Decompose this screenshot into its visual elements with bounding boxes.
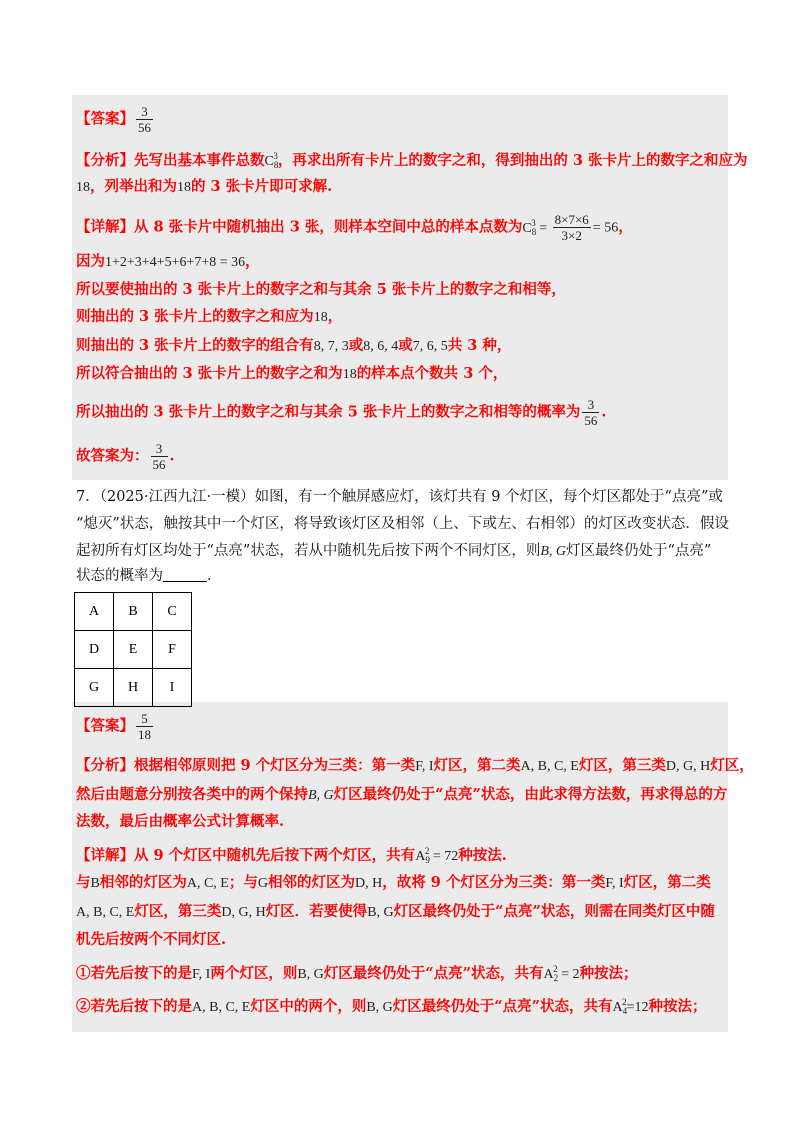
detail-1-line-4: 则抽出的 3 张卡片上的数字之和应为18， — [76, 308, 343, 325]
analysis-1-line-1: 【分析】先写出基本事件总数$C_8^3$，再求出所有卡片上的数字之和，得到抽出的 3 张卡片上的数字之和应为 — [76, 151, 748, 170]
question-7-line-2: “熄灭”状态，触按其中一个灯区，将导致该灯区及相邻（上、下或左、右相邻）的灯区改变状态．假设 — [76, 516, 729, 532]
detail-2-line-5: ①若先后按下的是F, I两个灯区，则B, G灯区最终仍处于“点亮”状态，共有$A_2^2 = 2$种按法； — [76, 964, 638, 983]
detail-1-line-2: 因为1+2+3+4+5+6+7+8 = 36， — [76, 253, 260, 270]
grid-cell: H — [114, 669, 153, 707]
detail-2-line-6: ②若先后按下的是A, B, C, E灯区中的两个，则B, G灯区最终仍处于“点亮”状态，共有$A_4^2=12$种按法； — [76, 997, 707, 1016]
light-grid — [74, 592, 192, 707]
grid-cell: D — [75, 631, 114, 669]
question-7-line-3: 起初所有灯区均处于“点亮”状态，若从中随机先后按下两个不同灯区，则B, G灯区最终仍处于“点亮” — [76, 543, 712, 559]
answer-1: 【答案】 $\frac{3}{56}$ — [76, 104, 151, 135]
grid-cell: F — [153, 631, 192, 669]
question-7-line-1: 7．（2025·江西九江·一模）如图，有一个触屏感应灯，该灯共有 9 个灯区，每个灯区都处于“点亮”或 — [76, 489, 723, 505]
answer-1-fraction: $\frac{3}{56}$ — [138, 104, 151, 135]
analysis-1-line-2: 18，列举出和为18的 3 张卡片即可求解. — [76, 178, 333, 195]
grid-cell: B — [114, 593, 153, 631]
detail-2-line-1: 【详解】从 9 个灯区中随机先后按下两个灯区，共有$A_9^2 = 72$种按法. — [76, 846, 507, 865]
analysis-2-line-2: 然后由题意分别按各类中的两个保持B, G灯区最终仍处于“点亮”状态，由此求得方法数，再求得总的方 — [76, 786, 728, 803]
analysis-2-line-1: 【分析】根据相邻原则把 9 个灯区分为三类：第一类F, I灯区，第二类A, B, C, E灯区，第三类D, G, H灯区， — [76, 757, 754, 774]
detail-1-line-3: 所以要使抽出的 3 张卡片上的数字之和与其余 5 张卡片上的数字之和相等， — [76, 281, 566, 298]
grid-cell: A — [75, 593, 114, 631]
answer-2-fraction: $\frac{5}{18}$ — [138, 711, 151, 742]
grid-cell: E — [114, 631, 153, 669]
grid-cell: I — [153, 669, 192, 707]
detail-1-line-5: 则抽出的 3 张卡片上的数字的组合有8, 7, 3或8, 6, 4或7, 6, 5共 3 种， — [76, 337, 512, 354]
grid-cell: G — [75, 669, 114, 707]
detail-2-line-2: 与B相邻的灯区为A, C, E；与G相邻的灯区为D, H，故将 9 个灯区分为三类：第一类F, I灯区，第二类 — [76, 874, 711, 891]
detail-2-line-4: 机先后按两个不同灯区. — [76, 931, 227, 948]
detail-1-line-7: 所以抽出的 3 张卡片上的数字之和与其余 5 张卡片上的数字之和相等的概率为 $\frac{3}{56}$ . — [76, 397, 607, 428]
detail-1-line-8: 故答案为： $\frac{3}{56}$ . — [76, 441, 175, 472]
grid-cell: C — [153, 593, 192, 631]
analysis-2-line-3: 法数，最后由概率公式计算概率. — [76, 813, 285, 830]
answer-blank — [163, 567, 207, 582]
question-7-line-4: 状态的概率为 ． — [76, 568, 222, 584]
detail-1-line-1: 【详解】从 8 张卡片中随机抽出 3 张，则样本空间中总的样本点数为$C_8^3$ = $\frac{8\times 7\times 6}{3\times 2}$ = 56， — [76, 212, 633, 243]
detail-2-line-3: A, B, C, E灯区，第三类D, G, H灯区．若要使得B, G灯区最终仍处于“点亮”状态，则需在同类灯区中随 — [76, 903, 715, 920]
answer-2: 【答案】 $\frac{5}{18}$ — [76, 711, 151, 742]
detail-1-line-6: 所以符合抽出的 3 张卡片上的数字之和为18的样本点个数共 3 个， — [76, 365, 508, 382]
